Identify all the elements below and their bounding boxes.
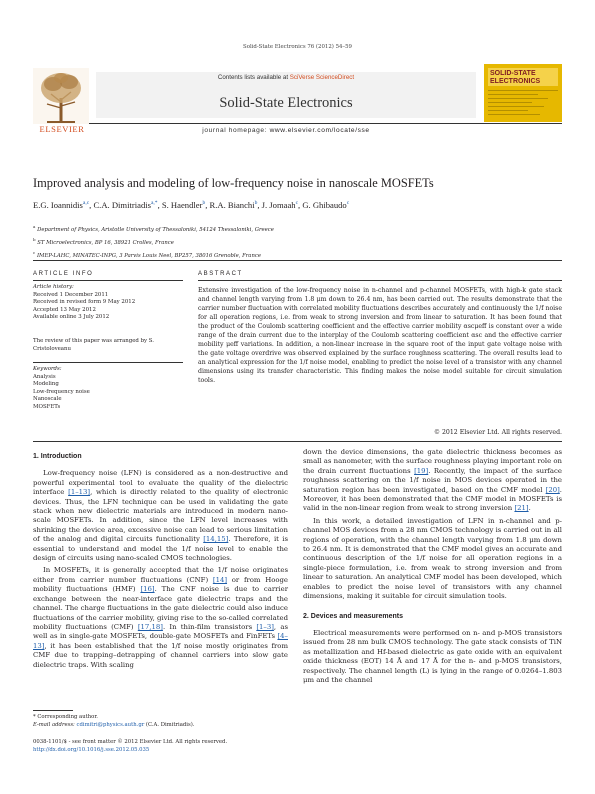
paragraph: Low-frequency noise (LFN) is considered as a non-destructive and powerful experimental tool to evaluate the quality of the dielectric interface [1–13], which is directly related to the quality of electronic devices. Thus, the LFN technique can be used in validating the gate stack when new dielectric materials are introduced in modern nano-scale MOSFETs. In addition, since the LFN level increases with shrinking the device area, excessive noise can lead to serious limitation of the analog and digital circuits functionality [14,15]. Therefore, it is essential to understand and model the 1/f noise level to enable the design of circuits using nano-scaled CMOS technologies. xyxy=(33,469,289,563)
affiliation-c: $^c$ IMEP-LAHC, MINATEC-INPG, 3 Parvis Louis Neel, BP257, 38016 Grenoble, France xyxy=(33,249,261,259)
email-note: E-mail address: cdimitri@physics.auth.gr (C.A. Dimitriadis). xyxy=(33,722,195,728)
citation-link[interactable]: [1–13] xyxy=(68,488,91,497)
paragraph: down the device dimensions, the gate dielectric thickness becomes as small as nanometer, with the surface roughness playing important role on the drain current fluctuations [19]. Recently, the impact of the surface roughness scattering on the 1/f noise in MOS devices operated in the saturation region has been investigated, based on the CMF model [20]. Moreover, it has been demonstrated that the CMF model in MOSFETs is valid in the non-linear region from weak to strong inversion [21]. xyxy=(303,448,562,513)
article-history xyxy=(33,284,183,322)
elsevier-tree-icon xyxy=(33,68,89,124)
citation-link[interactable]: [20] xyxy=(545,485,560,494)
affiliation-a: $^a$ Department of Physics, Aristotle University of Thessaloniki, 54124 Thessaloniki, Greece xyxy=(33,224,274,233)
citation-link[interactable]: [21] xyxy=(514,504,529,513)
section-2-heading: 2. Devices and measurements xyxy=(303,612,403,620)
abstract-copyright: © 2012 Elsevier Ltd. All rights reserved. xyxy=(433,429,562,436)
keyword-item: MOSFETs xyxy=(33,403,61,410)
citation-link[interactable]: [1–3] xyxy=(256,622,274,631)
contents-prefix: Contents lists available at xyxy=(217,74,290,81)
abstract-heading: ABSTRACT xyxy=(198,271,243,277)
journal-title: Solid-State Electronics xyxy=(219,95,353,111)
footnotes xyxy=(33,713,288,729)
keywords xyxy=(33,366,183,412)
cover-title-line-2: ELECTRONICS xyxy=(490,77,541,85)
author-6[interactable]: G. Ghibaudo$^c$ xyxy=(302,200,350,210)
paragraph: In this work, a detailed investigation of LFN in n-channel and p-channel MOS devices from a 28 nm CMOS technology is carried out in all regions of operation, with the channel length varying from 1.8 μm down to 26.4 nm. It is demonstrated that the CMF model gives an accurate and continuous description of the 1/f noise for all operation regions in a single-piece formulation, i.e. from weak to strong inversion and from linear to saturation. An analytical CMF model has been developed, which enables to predict the noise level of transistors with any channel dimensions, making it suitable for circuit simulation tools. xyxy=(303,516,562,601)
citation-link[interactable]: [17,18] xyxy=(137,622,163,631)
keyword-item: Analysis xyxy=(33,373,56,380)
article-info-heading: ARTICLE INFO xyxy=(33,271,94,277)
citation-link[interactable]: [14,15] xyxy=(203,535,229,544)
review-note: The review of this paper was arranged by S. Cristoloveanu xyxy=(33,338,155,352)
author-3[interactable]: S. Haendler$^b$ xyxy=(161,200,206,210)
cover-title-line-1: SOLID-STATE xyxy=(490,70,536,77)
author-list: E.G. Ioannidis$^{a,c}$, C.A. Dimitriadis$^{a,*}$, S. Haendler$^b$, R.A. Bianchi$^b$, J. Jomaah$^c$, G. Ghibaudo$^c$ xyxy=(33,200,350,210)
affiliation-list xyxy=(33,222,433,260)
abstract-bottom-rule xyxy=(33,441,562,442)
keywords-label: Keywords: xyxy=(33,366,62,372)
publication-meta xyxy=(33,738,293,754)
journal-homepage xyxy=(96,127,476,134)
citation-link[interactable]: [4–13] xyxy=(33,632,288,650)
contents-line xyxy=(96,74,476,81)
history-online: Available online 3 July 2012 xyxy=(33,314,110,321)
history-revised: Received in revised form 9 May 2012 xyxy=(33,299,136,306)
issn-line: 0038-1101/$ - see front matter © 2012 Elsevier Ltd. All rights reserved. xyxy=(33,739,228,745)
cover-title xyxy=(490,70,540,85)
keyword-item: Modeling xyxy=(33,381,59,388)
elsevier-wordmark: ELSEVIER xyxy=(39,124,85,134)
abstract-body: Extensive investigation of the low-frequency noise in n-channel and p-channel MOSFETs, with high-k gate stack and channel length varying from 1.8 μm down to 26.4 nm, has been carried out. The results demonstrate that the carrier number fluctuation with correlated mobility fluctuations describes accurately and continuously the 1/f noise for all operation regions, i.e. from weak to strong inversion and from linear to saturation. It has been found that the product of the Coulomb scattering coefficient and the effective carrier mobility αscμeff is constant over a wide range of the drain current due to the interplay of the Coulomb scattering coefficient αsc and the effective carrier mobility μeff variations. In addition, a non-linear increase in the square root of the input gate voltage noise with the gate voltage overdrive was observed explained by the surface roughness scattering. The overall results lead to an analytical expression for the 1/f noise model, enabling to predict the noise level of a transistor with any channel dimensions using its transfer characteristic. This finding makes the noise model suitable for circuit simulation tools. xyxy=(198,287,562,384)
section-1-heading: 1. Introduction xyxy=(33,453,82,460)
corresponding-author-note: * Corresponding author. xyxy=(33,714,98,720)
paragraph: Electrical measurements were performed on n- and p-MOS transistors issued from 28 nm bulk CMOS technology. The gate stack consists of TiN as metallization and Hf-based dielectric as gate oxide with an equivalent oxide thickness (EOT) 14 Å and 17 Å for the n- and p-MOS transistors, respectively. The channel length (L) is lying in the range of 0.0264–1.803 μm and the channel xyxy=(303,628,562,684)
author-4[interactable]: R.A. Bianchi$^b$ xyxy=(209,200,258,210)
email-link[interactable]: cdimitri@physics.auth.gr xyxy=(76,722,145,728)
doi-link[interactable]: http://dx.doi.org/10.1016/j.sse.2012.05.035 xyxy=(33,747,150,753)
history-received: Received 1 December 2011 xyxy=(33,291,109,298)
homepage-prefix: journal homepage: xyxy=(202,127,270,134)
keywords-rule xyxy=(33,362,183,363)
article-title: Improved analysis and modeling of low-frequency noise in nanoscale MOSFETs xyxy=(33,176,434,190)
history-accepted: Accepted 13 May 2012 xyxy=(33,306,96,313)
footnote-rule xyxy=(33,710,73,711)
citation-link[interactable]: [14] xyxy=(212,575,228,584)
journal-reference: Solid-State Electronics 76 (2012) 54–59 xyxy=(243,44,352,50)
article-info-rule xyxy=(33,280,183,281)
body-left-column xyxy=(33,448,288,673)
header-divider xyxy=(33,260,562,261)
author-5[interactable]: J. Jomaah$^c$ xyxy=(261,200,299,210)
paragraph: In MOSFETs, it is generally accepted that the 1/f noise originates either from carrier number fluctuations (CNF) [14] or from Hooge mobility fluctuations (HMF) [16]. The CNF noise is due to carrier exchange between the near-interface gate dielectric traps and the channel. The charge fluctuations in the gate dielectric could also induce fluctuations of the carrier mobility, giving rise to the so-called correlated mobility fluctuations (CMF) [17,18]. In thin-film transistors [1–3], as well as in single-gate MOSFETs, double-gate MOSFETs and FinFETs [4–13], it has been established that the 1/f noise mostly originates from CMF due to trapping–detrapping of channel carriers into slow gate dielectric traps. With scaling xyxy=(33,566,289,669)
sciencedirect-link[interactable]: SciVerse ScienceDirect xyxy=(289,74,355,81)
author-2[interactable]: C.A. Dimitriadis$^{a,*}$ xyxy=(93,200,158,210)
abstract-rule xyxy=(198,280,562,281)
citation-link[interactable]: [16] xyxy=(140,585,155,594)
citation-link[interactable]: [19] xyxy=(414,466,429,475)
author-1[interactable]: E.G. Ioannidis$^{a,c}$ xyxy=(33,200,90,210)
keyword-item: Low-frequency noise xyxy=(33,388,90,395)
body-right-column xyxy=(303,448,562,688)
keyword-item: Nanoscale xyxy=(33,396,62,403)
homepage-link[interactable]: www.elsevier.com/locate/sse xyxy=(269,127,370,134)
history-label: Article history: xyxy=(33,284,74,290)
affiliation-b: $^b$ ST Microelectronics, BP 16, 38921 Crolles, France xyxy=(33,236,174,246)
